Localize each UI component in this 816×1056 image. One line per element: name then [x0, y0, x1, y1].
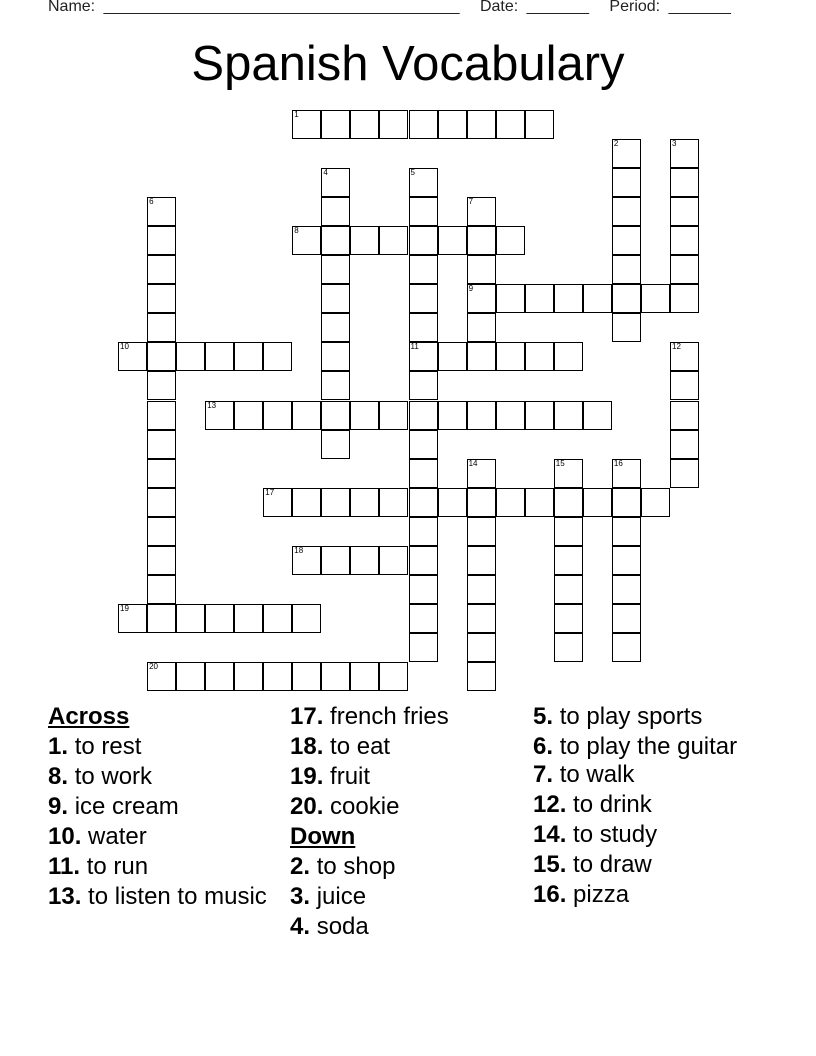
crossword-cell[interactable]: [612, 546, 641, 575]
crossword-cell[interactable]: [438, 488, 467, 517]
crossword-cell[interactable]: [176, 604, 205, 633]
crossword-cell[interactable]: [147, 575, 176, 604]
crossword-cell[interactable]: [118, 604, 147, 633]
cell-number: 16: [613, 458, 623, 468]
crossword-cell[interactable]: [409, 226, 438, 255]
crossword-cell[interactable]: [670, 255, 699, 284]
clue-down-6: 6. to play the guitar: [533, 733, 738, 760]
crossword-cell[interactable]: [234, 401, 263, 430]
crossword-cell[interactable]: [321, 662, 350, 691]
crossword-cell[interactable]: [496, 284, 525, 313]
crossword-cell[interactable]: [147, 342, 176, 371]
crossword-cell[interactable]: [147, 371, 176, 400]
crossword-cell[interactable]: [612, 517, 641, 546]
crossword-cell[interactable]: [438, 401, 467, 430]
crossword-cell[interactable]: [292, 604, 321, 633]
crossword-cell[interactable]: [292, 662, 321, 691]
crossword-cell[interactable]: [292, 488, 321, 517]
crossword-cell[interactable]: [292, 546, 321, 575]
crossword-cell[interactable]: [467, 488, 496, 517]
crossword-cell[interactable]: [409, 430, 438, 459]
crossword-cell[interactable]: [670, 371, 699, 400]
cell-number: 6: [149, 197, 154, 207]
crossword-cell[interactable]: [554, 401, 583, 430]
cell-number: 15: [555, 458, 565, 468]
crossword-cell[interactable]: [612, 633, 641, 662]
crossword-cell[interactable]: [147, 517, 176, 546]
page-title: Spanish Vocabulary: [191, 37, 625, 91]
crossword-cell[interactable]: [263, 342, 292, 371]
crossword-cell[interactable]: [438, 342, 467, 371]
crossword-cell[interactable]: [612, 255, 641, 284]
clue-down-15: 15. to draw: [533, 851, 652, 878]
crossword-cell[interactable]: [263, 488, 292, 517]
crossword-cell[interactable]: [409, 517, 438, 546]
crossword-cell[interactable]: [641, 284, 670, 313]
crossword-cell[interactable]: [670, 168, 699, 197]
crossword-cell[interactable]: [350, 662, 379, 691]
cell-number: 5: [410, 168, 415, 178]
crossword-cell[interactable]: [670, 459, 699, 488]
crossword-cell[interactable]: [554, 342, 583, 371]
crossword-cell[interactable]: [409, 488, 438, 517]
crossword-cell[interactable]: [612, 284, 641, 313]
clue-down-16: 16. pizza: [533, 881, 630, 908]
crossword-cell[interactable]: [409, 371, 438, 400]
crossword-cell[interactable]: [496, 488, 525, 517]
crossword-cell[interactable]: [496, 342, 525, 371]
clue-down-3: 3. juice: [290, 883, 367, 910]
crossword-cell[interactable]: [554, 604, 583, 633]
crossword-cell[interactable]: [467, 197, 496, 226]
crossword-cell[interactable]: [525, 110, 554, 139]
clue-across-8: 8. to work: [48, 763, 153, 790]
crossword-cell[interactable]: [438, 110, 467, 139]
cell-number: 4: [323, 168, 328, 178]
clue-across-9: 9. ice cream: [48, 793, 179, 820]
crossword-cell[interactable]: [467, 633, 496, 662]
crossword-cell[interactable]: [176, 342, 205, 371]
cell-number: 19: [120, 603, 129, 613]
cell-number: 1: [294, 110, 299, 119]
crossword-cell[interactable]: [292, 226, 321, 255]
crossword-cell[interactable]: [670, 226, 699, 255]
cell-number: 11: [410, 342, 419, 352]
crossword-cell[interactable]: [409, 313, 438, 342]
crossword-cell[interactable]: [147, 604, 176, 633]
crossword-cell[interactable]: [467, 401, 496, 430]
crossword-cell[interactable]: [467, 575, 496, 604]
crossword-cell[interactable]: [147, 284, 176, 313]
crossword-cell[interactable]: [379, 546, 408, 575]
crossword-cell[interactable]: [350, 488, 379, 517]
cell-number: 8: [294, 226, 299, 236]
crossword-cell[interactable]: [147, 197, 176, 226]
crossword-cell[interactable]: [409, 342, 438, 371]
crossword-cell[interactable]: [409, 110, 438, 139]
crossword-cell[interactable]: [409, 604, 438, 633]
crossword-cell[interactable]: [670, 284, 699, 313]
crossword-cell[interactable]: [496, 110, 525, 139]
crossword-cell[interactable]: [147, 313, 176, 342]
crossword-cell[interactable]: [554, 633, 583, 662]
crossword-cell[interactable]: [147, 488, 176, 517]
name-label: Name:: [48, 0, 96, 15]
crossword-cell[interactable]: [554, 517, 583, 546]
clue-across-18: 18. to eat: [290, 733, 391, 760]
crossword-cell[interactable]: [409, 633, 438, 662]
crossword-cell[interactable]: [612, 575, 641, 604]
crossword-cell[interactable]: [670, 342, 699, 371]
crossword-cell[interactable]: [321, 371, 350, 400]
clue-across-11: 11. to run: [48, 853, 149, 880]
crossword-cell[interactable]: [612, 488, 641, 517]
crossword-cell[interactable]: [379, 110, 408, 139]
crossword-cell[interactable]: [612, 459, 641, 488]
crossword-cell[interactable]: [176, 662, 205, 691]
cell-number: 20: [149, 662, 158, 671]
crossword-cell[interactable]: [467, 342, 496, 371]
crossword-cell[interactable]: [554, 459, 583, 488]
cell-number: 18: [294, 545, 304, 555]
crossword-cell[interactable]: [612, 313, 641, 342]
crossword-cell[interactable]: [467, 459, 496, 488]
crossword-cell[interactable]: [525, 488, 554, 517]
crossword-cell[interactable]: [321, 197, 350, 226]
crossword-cell[interactable]: [263, 662, 292, 691]
crossword-cell[interactable]: [321, 110, 350, 139]
date-label: Date:: [479, 0, 519, 15]
clues-column-3: [533, 702, 773, 910]
crossword-cell[interactable]: [467, 662, 496, 691]
cell-number: 12: [672, 342, 681, 352]
cell-number: 2: [613, 139, 619, 149]
cell-number: 7: [468, 197, 474, 207]
crossword-cell[interactable]: [583, 284, 612, 313]
crossword-cell[interactable]: [409, 197, 438, 226]
crossword-cell[interactable]: [234, 342, 263, 371]
clue-down-5: 5. to play sports: [533, 703, 703, 730]
crossword-cell[interactable]: [147, 430, 176, 459]
clues-column-1: [48, 702, 288, 910]
crossword-cell[interactable]: [409, 168, 438, 197]
crossword-cell[interactable]: [147, 401, 176, 430]
crossword-cell[interactable]: [467, 226, 496, 255]
crossword-cell[interactable]: [321, 255, 350, 284]
clue-down-2: 2. to shop: [290, 853, 396, 880]
clue-across-10: 10. water: [48, 823, 147, 850]
clue-down-14: 14. to study: [533, 821, 658, 848]
period-label: Period:: [609, 0, 661, 15]
crossword-cell[interactable]: [670, 197, 699, 226]
cell-number: 14: [468, 458, 478, 468]
crossword-cell[interactable]: [350, 401, 379, 430]
clue-down-7: 7. to walk: [533, 761, 635, 788]
crossword-cell[interactable]: [612, 168, 641, 197]
crossword-cell[interactable]: [350, 226, 379, 255]
crossword-cell[interactable]: [379, 488, 408, 517]
crossword-cell[interactable]: [525, 342, 554, 371]
crossword-cell[interactable]: [583, 488, 612, 517]
crossword-cell[interactable]: [234, 662, 263, 691]
crossword-cell[interactable]: [554, 575, 583, 604]
crossword-cell[interactable]: [467, 255, 496, 284]
crossword-cell[interactable]: [350, 110, 379, 139]
clue-across-1: 1. to rest: [48, 733, 142, 760]
crossword-cell[interactable]: [670, 401, 699, 430]
crossword-cell[interactable]: [496, 401, 525, 430]
crossword-cell[interactable]: [467, 110, 496, 139]
crossword-cell[interactable]: [147, 226, 176, 255]
crossword-cell[interactable]: [321, 226, 350, 255]
crossword-cell[interactable]: [379, 401, 408, 430]
crossword-cell[interactable]: [409, 284, 438, 313]
crossword-cell[interactable]: [205, 401, 234, 430]
crossword-cell[interactable]: [321, 284, 350, 313]
clue-across-13: 13. to listen to music: [48, 883, 267, 910]
crossword-cell[interactable]: [438, 226, 467, 255]
clues-column-2: [290, 702, 530, 942]
crossword-cell[interactable]: [321, 488, 350, 517]
crossword-cell[interactable]: [612, 197, 641, 226]
crossword-cell[interactable]: [147, 255, 176, 284]
crossword-cell[interactable]: [321, 401, 350, 430]
across-heading: Across: [48, 703, 130, 730]
crossword-cell[interactable]: [583, 401, 612, 430]
crossword-cell[interactable]: [321, 430, 350, 459]
crossword-cell[interactable]: [379, 662, 408, 691]
crossword-cell[interactable]: [670, 430, 699, 459]
crossword-cell[interactable]: [234, 604, 263, 633]
crossword-cell[interactable]: [263, 604, 292, 633]
crossword-cell[interactable]: [321, 168, 350, 197]
crossword-cell[interactable]: [263, 401, 292, 430]
crossword-cell[interactable]: [409, 459, 438, 488]
crossword-cell[interactable]: [554, 284, 583, 313]
crossword-cell[interactable]: [409, 401, 438, 430]
crossword-cell[interactable]: [147, 546, 176, 575]
crossword-cell[interactable]: [467, 517, 496, 546]
cell-number: 17: [265, 487, 275, 497]
cell-number: 13: [207, 400, 217, 410]
crossword-cell[interactable]: [205, 604, 234, 633]
crossword-cell[interactable]: [467, 604, 496, 633]
clue-across-20: 20. cookie: [290, 793, 400, 820]
cell-number: 9: [468, 284, 474, 294]
crossword-cell[interactable]: [321, 342, 350, 371]
crossword-cell[interactable]: [467, 284, 496, 313]
crossword-cell[interactable]: [205, 342, 234, 371]
crossword-cell[interactable]: [147, 459, 176, 488]
crossword-cell[interactable]: [409, 575, 438, 604]
crossword-cell[interactable]: [467, 546, 496, 575]
cell-number: 10: [120, 342, 129, 352]
clue-across-17: 17. french fries: [290, 703, 449, 730]
date-line[interactable]: _______: [526, 0, 589, 15]
crossword-cell[interactable]: [409, 546, 438, 575]
crossword-cell[interactable]: [321, 313, 350, 342]
crossword-cell[interactable]: [350, 546, 379, 575]
crossword-cell[interactable]: [292, 110, 321, 139]
period-line[interactable]: _______: [668, 0, 731, 15]
name-line[interactable]: ________________________________________: [103, 0, 460, 15]
crossword-cell[interactable]: [205, 662, 234, 691]
crossword-cell[interactable]: [118, 342, 147, 371]
clue-down-4: 4. soda: [290, 913, 369, 940]
crossword-cell[interactable]: [525, 401, 554, 430]
crossword-cell[interactable]: [612, 139, 641, 168]
down-heading: Down: [290, 823, 356, 850]
crossword-cell[interactable]: [379, 226, 408, 255]
cell-number: 3: [672, 139, 677, 149]
crossword-cell[interactable]: [670, 139, 699, 168]
crossword-cell[interactable]: [409, 255, 438, 284]
crossword-cell[interactable]: [292, 401, 321, 430]
crossword-cell[interactable]: [641, 488, 670, 517]
crossword-cell[interactable]: [612, 226, 641, 255]
clue-across-19: 19. fruit: [290, 763, 371, 790]
crossword-cell[interactable]: [612, 604, 641, 633]
crossword-cell[interactable]: [321, 546, 350, 575]
crossword-cell[interactable]: [554, 488, 583, 517]
crossword-cell[interactable]: [496, 226, 525, 255]
crossword-cell[interactable]: [525, 284, 554, 313]
crossword-cell[interactable]: [467, 313, 496, 342]
clue-down-12: 12. to drink: [533, 791, 652, 818]
crossword-cell[interactable]: [554, 546, 583, 575]
crossword-cell[interactable]: [147, 662, 176, 691]
